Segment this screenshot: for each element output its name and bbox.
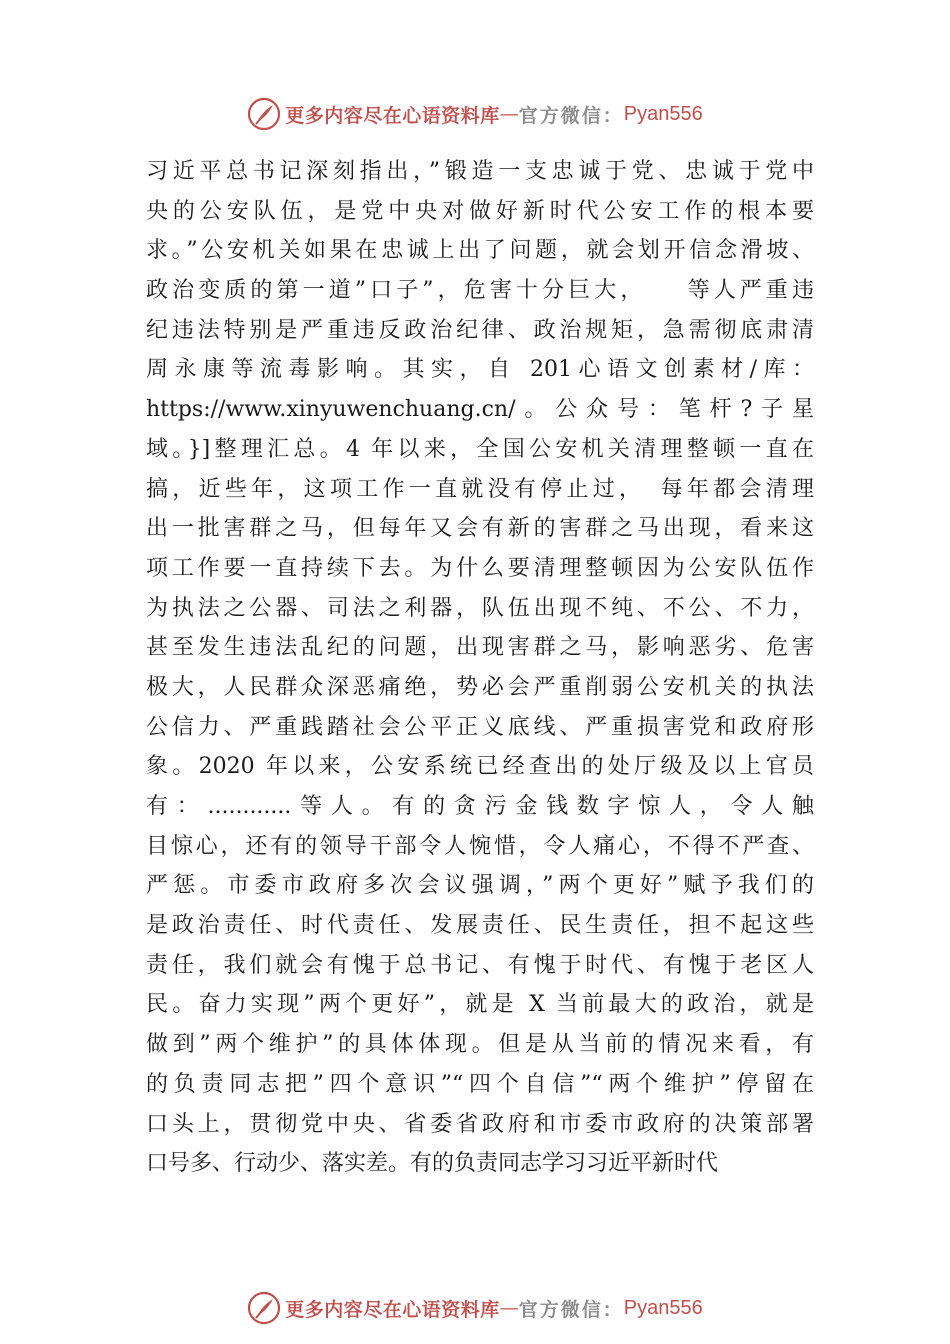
text-line: 象。2020 年以来，公安系统已经查出的处厅级及以上官员 <box>146 754 814 780</box>
text-line: 是政治责任、时代责任、发展责任、民生责任，担不起这些 <box>146 913 814 939</box>
watermark-wechat-id: Pyan556 <box>623 102 703 125</box>
text-line: 搞，近些年，这项工作一直就没有停止过， 每年都会清理 <box>146 476 814 502</box>
text-line: 口号多、行动少、落实差。有的负责同志学习习近平新时代 <box>146 1151 719 1177</box>
text-line: 习近平总书记深刻指出，”锻造一支忠诚于党、忠诚于党中 <box>146 159 814 184</box>
text-line: 公信力、严重践踏社会公平正义底线、严重损害党和政府形 <box>146 714 814 740</box>
text-line: 的负责同志把”四个意识”“四个自信”“两个维护”停留在 <box>146 1071 814 1097</box>
text-line: 责任，我们就会有愧于总书记、有愧于时代、有愧于老区人 <box>146 952 814 978</box>
text-line: 政治变质的第一道”口子”，危害十分巨大， 等人严重违 <box>146 278 814 304</box>
text-line: 域。}]整理汇总。4 年以来，全国公安机关清理整顿一直在 <box>146 436 814 462</box>
text-line: 求。”公安机关如果在忠诚上出了问题，就会划开信念滑坡、 <box>146 238 814 264</box>
text-line: 甚至发生违法乱纪的问题，出现害群之马，影响恶劣、危害 <box>146 635 814 661</box>
quill-logo-icon <box>247 97 281 131</box>
text-line: 严惩。市委市政府多次会议强调，”两个更好”赋予我们的 <box>146 873 814 899</box>
watermark-separator: — <box>499 103 519 125</box>
text-line: 周永康等流毒影响。其实，自 201心语文创素材/库： <box>146 357 814 383</box>
text-line: 口头上，贯彻党中央、省委省政府和市委市政府的决策部署 <box>146 1111 814 1137</box>
text-line: 出一批害群之马，但每年又会有新的害群之马出现，看来这 <box>146 516 814 542</box>
text-line: 有：............等人。有的贪污金钱数字惊人，令人触 <box>146 794 814 819</box>
watermark-separator: — <box>499 1297 519 1319</box>
text-line: https://www.xinyuwenchuang.cn/。公众号：笔杆?子星 <box>146 397 814 423</box>
text-line: 目惊心，还有的领导干部令人惋惜，令人痛心，不得不严查、 <box>146 833 814 859</box>
watermark-wechat-label: 官方微信： <box>518 104 624 127</box>
watermark-site-name: 更多内容尽在心语资料库 <box>285 104 500 127</box>
text-line: 极大，人民群众深恶痛绝，势必会严重削弱公安机关的执法 <box>146 674 814 700</box>
header-watermark <box>0 94 950 134</box>
text-line: 做到”两个维护”的具体体现。但是从当前的情况来看，有 <box>146 1032 814 1058</box>
document-body <box>146 152 814 1184</box>
text-line: 项工作要一直持续下去。为什么要清理整顿因为公安队伍作 <box>146 555 814 581</box>
watermark-wechat-label: 官方微信： <box>518 1298 624 1321</box>
text-line: 民。奋力实现”两个更好”，就是 X 当前最大的政治，就是 <box>146 992 814 1018</box>
quill-logo-icon <box>247 1291 281 1325</box>
watermark-site-name: 更多内容尽在心语资料库 <box>285 1298 500 1321</box>
footer-watermark <box>0 1288 950 1328</box>
text-line: 央的公安队伍，是党中央对做好新时代公安工作的根本要 <box>146 198 814 224</box>
watermark-wechat-id: Pyan556 <box>623 1296 703 1319</box>
text-line: 为执法之公器、司法之利器，队伍出现不纯、不公、不力， <box>146 595 814 621</box>
text-line: 纪违法特别是严重违反政治纪律、政治规矩，急需彻底肃清 <box>146 317 814 343</box>
